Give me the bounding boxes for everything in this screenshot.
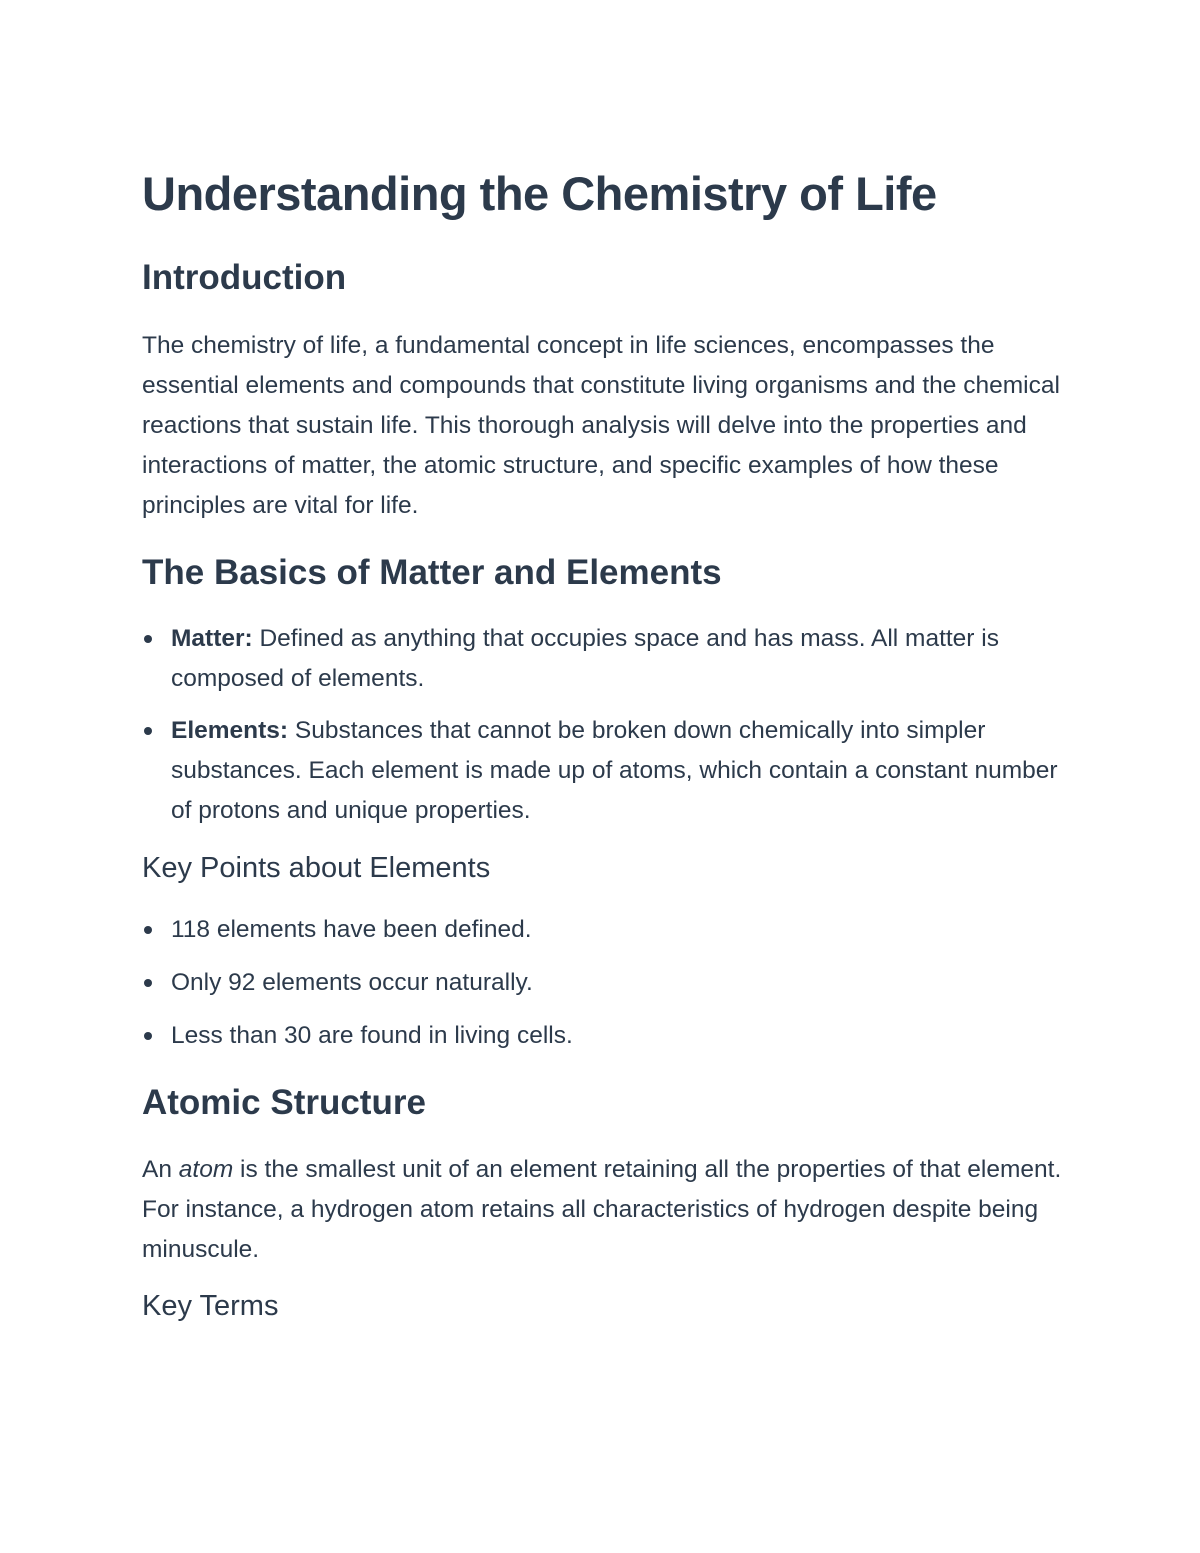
introduction-paragraph: The chemistry of life, a fundamental concept in life sciences, encompasses the essential elements and compounds that constitute living organisms and the chemical reactions that sustain life. This thorough analysis will delve into the properties and interactions of matter, the atomic structure, and specific examples of how these principles are vital for life.	[142, 332, 1060, 519]
bullet-icon	[144, 1032, 152, 1040]
paragraph-prefix: An	[142, 1156, 179, 1183]
bullet-icon	[144, 727, 152, 735]
emphasized-term: atom	[178, 1156, 234, 1183]
list-item-term: Matter:	[171, 625, 253, 652]
list-item-text: Substances that cannot be broken down chemically into simpler substances. Each element is made up of atoms, which contain a constant number of protons and unique properties.	[171, 717, 1058, 824]
section-heading-atomic-structure: Atomic Structure	[142, 1083, 426, 1122]
list-item-term: Elements:	[171, 717, 289, 744]
bullet-icon	[144, 979, 152, 987]
list-item	[142, 711, 1062, 831]
bullet-icon	[144, 926, 152, 934]
list-item	[142, 963, 1062, 1003]
list-item-text: Defined as anything that occupies space and has mass. All matter is composed of elements.	[171, 625, 999, 692]
document-title: Understanding the Chemistry of Life	[142, 167, 937, 220]
atomic-structure-paragraph	[142, 1150, 1062, 1270]
list-item-text: Less than 30 are found in living cells.	[171, 1022, 573, 1049]
subsection-heading-key-points: Key Points about Elements	[142, 852, 491, 884]
list-item	[142, 910, 1062, 950]
bullet-icon	[144, 635, 152, 643]
section-heading-introduction: Introduction	[142, 258, 347, 297]
list-item-text: 118 elements have been defined.	[171, 916, 532, 943]
list-item-text: Only 92 elements occur naturally.	[171, 969, 533, 996]
subsection-heading-key-terms: Key Terms	[142, 1290, 279, 1322]
list-item	[142, 1016, 1062, 1056]
key-points-list	[142, 910, 1062, 1056]
section-heading-basics: The Basics of Matter and Elements	[142, 553, 722, 592]
paragraph-rest: is the smallest unit of an element retaining all the properties of that element. For instance, a hydrogen atom retains all characteristics of hydrogen despite being minuscule.	[142, 1156, 1062, 1263]
list-item	[142, 619, 1062, 699]
basics-list	[142, 619, 1062, 831]
